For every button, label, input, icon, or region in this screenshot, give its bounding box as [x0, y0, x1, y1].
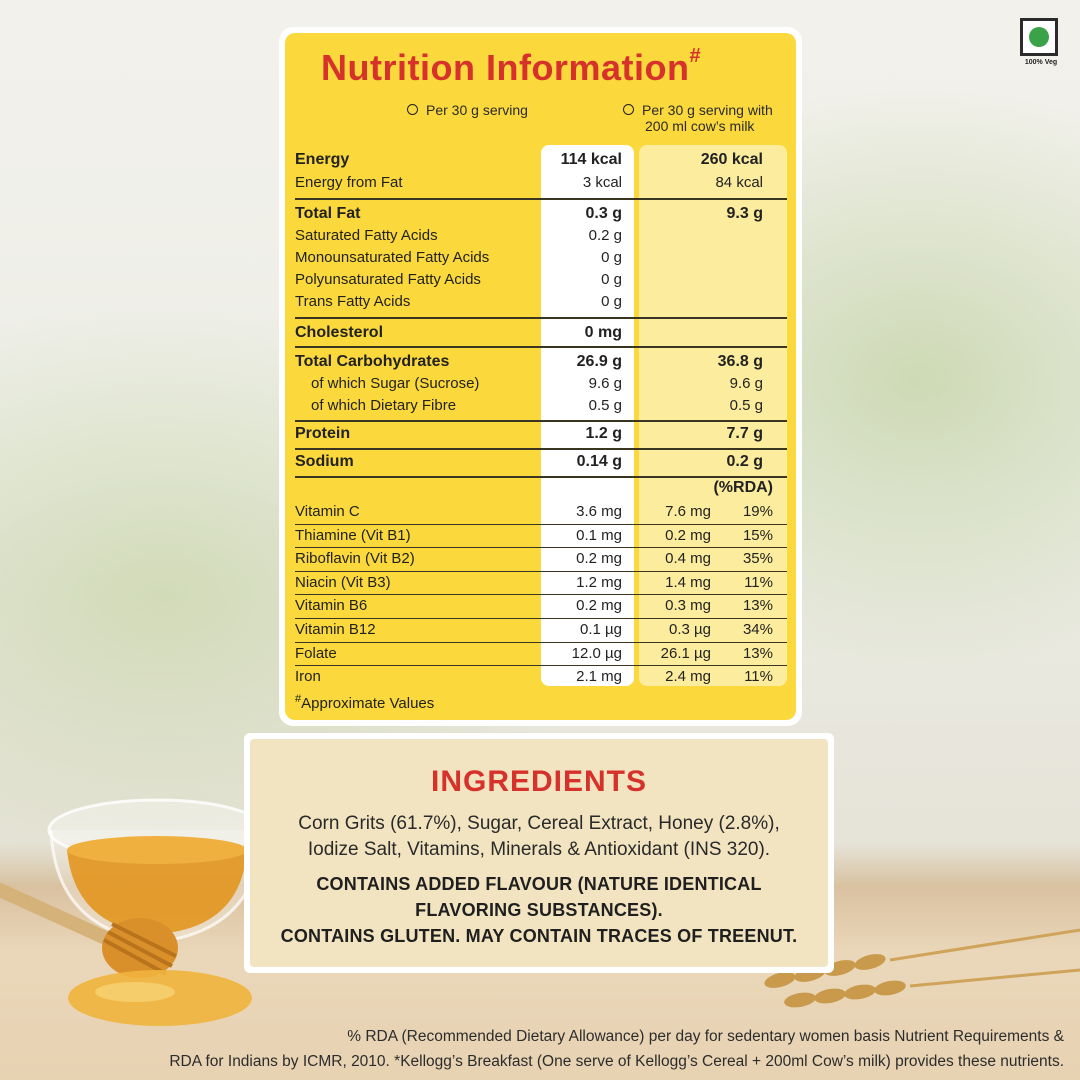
row-rda-header: (%RDA) — [713, 479, 773, 496]
vitamin-rda: 13% — [742, 597, 773, 615]
row-energy-fat: Energy from Fat 3 kcal 84 kcal — [295, 174, 763, 191]
veg-symbol-icon — [1020, 18, 1058, 56]
vitamin-v2: 7.6 mg — [665, 503, 711, 520]
vitamin-label: Riboflavin (Vit B2) — [295, 550, 415, 568]
radio-icon — [623, 104, 634, 115]
vitamin-label: Vitamin C — [295, 503, 360, 520]
row-sat-fat: Saturated Fatty Acids 0.2 g — [295, 227, 622, 244]
vitamin-row — [295, 643, 787, 665]
vitamin-label: Niacin (Vit B3) — [295, 573, 391, 591]
honey-puddle-image — [65, 960, 255, 1030]
row-poly-fat: Polyunsaturated Fatty Acids 0 g — [295, 271, 622, 288]
vitamin-label: Folate — [295, 644, 337, 662]
vitamin-label: Vitamin B12 — [295, 621, 376, 638]
nutrition-title: Nutrition Information# — [321, 45, 702, 88]
vitamin-v2: 0.4 mg — [665, 550, 711, 568]
vitamin-v1: 12.0 µg — [571, 644, 622, 662]
vitamin-row — [295, 525, 787, 547]
row-mono-fat: Monounsaturated Fatty Acids 0 g — [295, 249, 622, 266]
vitamin-row — [295, 595, 787, 617]
ingredients-panel — [250, 739, 828, 967]
vitamin-v1: 2.1 mg — [576, 668, 622, 686]
vitamin-v2: 2.4 mg — [665, 668, 711, 686]
vitamin-rda: 19% — [742, 503, 773, 520]
row-protein: Protein 1.2 g 7.7 g — [295, 425, 763, 442]
vitamin-row — [295, 619, 787, 641]
veg-mark — [1020, 18, 1060, 70]
vitamin-row — [295, 666, 787, 688]
row-trans-fat: Trans Fatty Acids 0 g — [295, 293, 622, 310]
vitamin-v2: 26.1 µg — [660, 644, 711, 662]
ingredients-title: INGREDIENTS — [430, 765, 648, 798]
row-total-fat: Total Fat 0.3 g 9.3 g — [295, 205, 763, 222]
row-sodium: Sodium 0.14 g 0.2 g — [295, 453, 763, 470]
row-carbohydrates: Total Carbohydrates 26.9 g 36.8 g — [295, 353, 763, 370]
vitamin-v2: 0.2 mg — [665, 526, 711, 544]
ingredients-list: Corn Grits (61.7%), Sugar, Cereal Extract, Honey (2.8%), Iodize Salt, Vitamins, Minerals & Antioxidant (INS 320). — [298, 813, 780, 860]
nutrition-card — [279, 27, 802, 726]
footnote: #Approximate Values — [295, 693, 435, 712]
vitamin-row — [295, 501, 787, 523]
vitamin-v1: 0.2 mg — [576, 597, 622, 615]
vitamin-rda: 15% — [742, 526, 773, 544]
vitamin-rda: 13% — [742, 644, 773, 662]
allergen-warning: CONTAINS ADDED FLAVOUR (NATURE IDENTICAL FLAVORING SUBSTANCES). CONTAINS GLUTEN. MAY CONTAIN TRACES OF TREENUT. — [280, 874, 798, 946]
nutrition-panel — [285, 33, 796, 720]
row-sugar: of which Sugar (Sucrose) 9.6 g 9.6 g — [311, 375, 763, 392]
vitamin-v1: 1.2 mg — [576, 573, 622, 591]
row-cholesterol: Cholesterol 0 mg — [295, 324, 622, 341]
vitamin-v1: 0.2 mg — [576, 550, 622, 568]
vitamin-row — [295, 572, 787, 594]
vitamin-label: Vitamin B6 — [295, 597, 368, 615]
veg-label: 100% Veg — [1024, 59, 1058, 66]
radio-icon — [407, 104, 418, 115]
col2-header: Per 30 g serving with 200 ml cow’s milk — [623, 102, 773, 134]
vitamin-rda: 11% — [744, 668, 773, 686]
vitamin-v2: 0.3 mg — [665, 597, 711, 615]
col1-header: Per 30 g serving — [407, 102, 528, 118]
vitamin-v1: 0.1 µg — [579, 621, 622, 638]
rda-disclaimer: % RDA (Recommended Dietary Allowance) per day for sedentary women basis Nutrient Requirements & RDA for Indians by ICMR, 2010. *Kellogg’s Breakfast (One serve of Kellogg’s Cereal + 200ml Cow’s milk) provides these nutrients. — [169, 1028, 1064, 1070]
row-energy: Energy 114 kcal 260 kcal — [295, 151, 763, 168]
vitamin-v1: 3.6 mg — [576, 503, 622, 520]
vitamin-v2: 1.4 mg — [665, 573, 711, 591]
vitamin-rda: 35% — [742, 550, 773, 568]
ingredients-card — [244, 733, 834, 973]
vitamin-rda: 34% — [742, 621, 773, 638]
vitamin-v1: 0.1 mg — [576, 526, 622, 544]
vitamin-label: Thiamine (Vit B1) — [295, 526, 411, 544]
vitamin-row — [295, 548, 787, 570]
row-fibre: of which Dietary Fibre 0.5 g 0.5 g — [311, 397, 763, 414]
vitamin-label: Iron — [295, 668, 321, 686]
vitamin-rda: 11% — [744, 573, 773, 591]
vitamin-v2: 0.3 µg — [668, 621, 711, 638]
